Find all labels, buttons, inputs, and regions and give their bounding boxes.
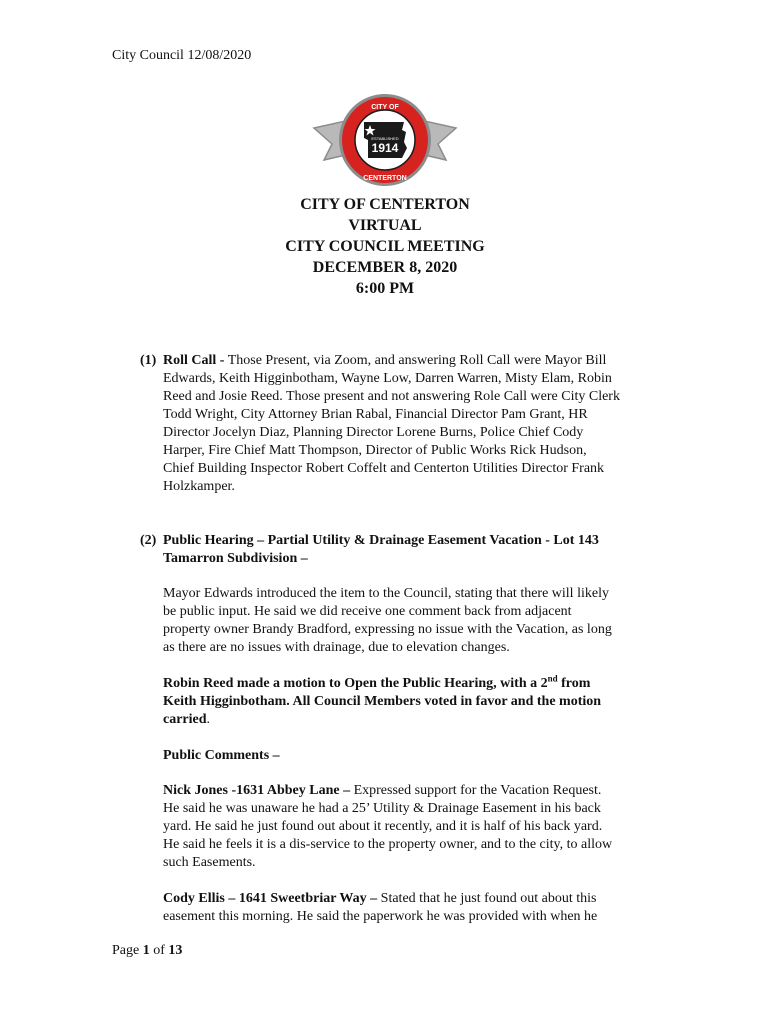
item-heading: Roll Call -: [163, 353, 225, 368]
text-line: carried: [163, 712, 207, 727]
agenda-item-roll-call: [140, 352, 660, 496]
page-label: Page: [112, 943, 143, 958]
item-heading-line: Tamarron Subdivision –: [163, 551, 308, 566]
text-line: Stated that he just found out about this: [377, 891, 597, 906]
title-line: CITY OF CENTERTON: [300, 196, 470, 213]
item-number: (2): [140, 533, 157, 548]
text-line: as there are no issues with drainage, due to elevation changes.: [163, 640, 510, 655]
title-line: DECEMBER 8, 2020: [312, 259, 458, 276]
item-heading-line: Public Hearing – Partial Utility & Drainage Easement Vacation - Lot 143: [163, 533, 599, 548]
page-footer: [112, 943, 182, 959]
text-line: from: [557, 676, 591, 691]
text-line: He said he feels it is a dis-service to the property owner, and to the city, to allow: [163, 837, 613, 852]
text-line: Director Jocelyn Diaz, Planning Director Lorene Burns, Police Chief Cody: [163, 425, 584, 440]
text-line: Those Present, via Zoom, and answering Roll Call were Mayor Bill: [224, 353, 607, 368]
document-title: [0, 194, 770, 299]
text-line: Keith Higginbotham. All Council Members voted in favor and the motion: [163, 694, 602, 709]
text-line: such Easements.: [163, 855, 256, 870]
running-header: City Council 12/08/2020: [112, 48, 252, 63]
text-line: Reed and Josie Reed. Those present and not answering Role Call were City Clerk: [163, 389, 620, 404]
page-number: 1: [142, 943, 150, 958]
text-line: yard. He said he just found out about it recently, and it is half of his back yard.: [163, 819, 603, 834]
text-line: property owner Brandy Bradford, expressing no issue with the Vacation, as long: [163, 622, 612, 637]
commenter-name: Nick Jones -1631 Abbey Lane –: [163, 783, 351, 798]
text-line: Robin Reed made a motion to Open the Public Hearing, with a 2: [163, 676, 548, 691]
seal-ring-top-text: CITY OF: [371, 104, 399, 111]
text-line: be public input. He said we did receive one comment back from adjacent: [163, 604, 572, 619]
intro-paragraph: [163, 585, 653, 657]
comment-paragraph: [163, 890, 653, 926]
seal-established-text: ESTABLISHED: [371, 136, 399, 141]
seal-year-text: 1914: [371, 141, 399, 155]
title-line: 6:00 PM: [355, 280, 415, 297]
ordinal-superscript: nd: [547, 673, 558, 684]
text-line: Expressed support for the Vacation Request.: [350, 783, 602, 798]
text-line: .: [206, 712, 211, 727]
text-line: Todd Wright, City Attorney Brian Rabal, Financial Director Pam Grant, HR: [163, 407, 588, 422]
item-number: (1): [140, 353, 157, 368]
public-comments-heading: Public Comments –: [163, 748, 280, 763]
page-total: 13: [168, 943, 183, 958]
text-line: Chief Building Inspector Robert Coffelt and Centerton Utilities Director Frank: [163, 461, 605, 476]
text-line: Edwards, Keith Higginbotham, Wayne Low, Darren Warren, Misty Elam, Robin: [163, 371, 612, 386]
text-line: Harper, Fire Chief Matt Thompson, Director of Public Works Rick Hudson,: [163, 443, 587, 458]
title-line: VIRTUAL: [348, 217, 422, 234]
text-line: He said he was unaware he had a 25’ Utility & Drainage Easement in his back: [163, 801, 601, 816]
title-line: CITY COUNCIL MEETING: [285, 238, 485, 255]
page-of-label: of: [149, 943, 169, 958]
text-line: Holzkamper.: [163, 479, 235, 494]
text-line: easement this morning. He said the paperwork he was provided with when he: [163, 909, 598, 924]
motion-paragraph: [163, 675, 653, 729]
city-seal-logo: [312, 92, 458, 192]
seal-ring-bottom-text: CENTERTON: [363, 175, 407, 182]
commenter-name: Cody Ellis – 1641 Sweetbriar Way –: [163, 891, 378, 906]
agenda-item-public-hearing: [140, 532, 660, 568]
text-line: Mayor Edwards introduced the item to the Council, stating that there will likely: [163, 586, 609, 601]
comment-paragraph: [163, 782, 653, 872]
